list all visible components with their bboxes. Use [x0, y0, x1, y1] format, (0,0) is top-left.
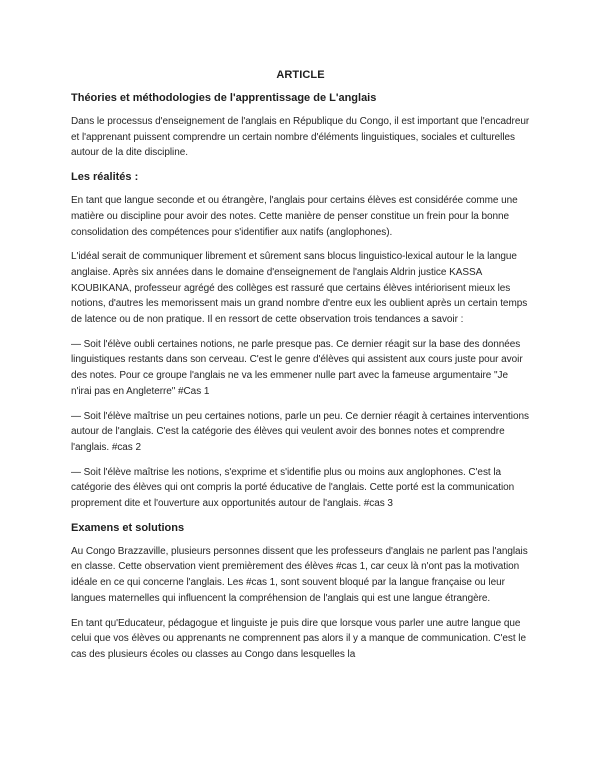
- list-item-cas-2: — Soit l'élève maîtrise un peu certaines notions, parle un peu. Ce dernier réagit à certaines interventions autour de l'anglais. C'est la catégorie des élèves qui veulent avoir des bonnes notes et comprendre l'anglais. #cas 2: [71, 410, 529, 453]
- list-item-cas-1: — Soit l'élève oubli certaines notions, ne parle presque pas. Ce dernier réagit sur la base des données linguistiques restants dans son cerveau. C'est le genre d'élèves qui assistent aux cours juste pour avoir des notes. Pour ce groupe l'anglais ne va les emmener nulle part avec la fameuse argumentaire "Je n'irai pas en Angleterre" #Cas 1: [71, 338, 523, 397]
- paragraph: Au Congo Brazzaville, plusieurs personnes dissent que les professeurs d'anglais ne parlent pas l'anglais en classe. Cette observation vient premièrement des élèves #cas 1, car ceux là n'ont pas la motivation idéale en ce qui concerne l'anglais. Les #cas 1, sont souvent bloqué par la langue française ou leur langues maternelles qui influencent la compréhension de l'anglais qui est une langue étrangère.: [71, 545, 528, 604]
- document-title: ARTICLE: [276, 69, 325, 81]
- section-realites: [71, 170, 530, 512]
- list-item-cas-3: — Soit l'élève maîtrise les notions, s'exprime et s'identifie plus ou moins aux anglophones. C'est la catégorie des élèves qui ont compris la porté éducative de l'anglais. Cette porté est la communication proprement dite et l'ouverture aux opportunités autour de l'anglais. #cas 3: [71, 466, 515, 510]
- document-subtitle: Théories et méthodologies de l'apprentissage de L'anglais: [71, 92, 377, 104]
- paragraph: En tant qu'Educateur, pédagogue et linguiste je puis dire que lorsque vous parler une autre langue que celui que vos élèves ou apprenants ne comprennent pas alors il y a manque de communication. C'est le cas des plusieurs écoles ou classes au Congo dans lesquelles la: [71, 617, 526, 660]
- section-examens: [71, 521, 530, 663]
- intro-paragraph: Dans le processus d'enseignement de l'anglais en République du Congo, il est important que l'encadreur et l'apprenant puissent comprendre un certain nombre d'éléments linguistiques, sociales et culturelles autour de la dite discipline.: [71, 116, 530, 159]
- paragraph: En tant que langue seconde et ou étrangère, l'anglais pour certains élèves est considérée comme une matière ou discipline pour avoir des notes. Cette manière de penser constitue un frein pour la bonne consolidation des compétences pour s'identifier aux natifs (anglophones).: [71, 195, 518, 238]
- section-heading: Examens et solutions: [71, 521, 185, 534]
- section-heading: Les réalités :: [71, 171, 139, 184]
- paragraph: L'idéal serait de communiquer librement et sûrement sans blocus linguistico-lexical autour le la langue anglaise. Après six années dans le domaine d'enseignement de l'anglais Aldrin justice KASSA KOUBIKANA, professeur agrégé des collèges est rassuré que certains élèves intériorisent mieux les notions, d'autres les memorissent mais un grand nombre d'entre eux les oublient après un certain temps de latence ou de non pratique. Il en ressort de cette observation trois tendances a savoir :: [71, 251, 528, 326]
